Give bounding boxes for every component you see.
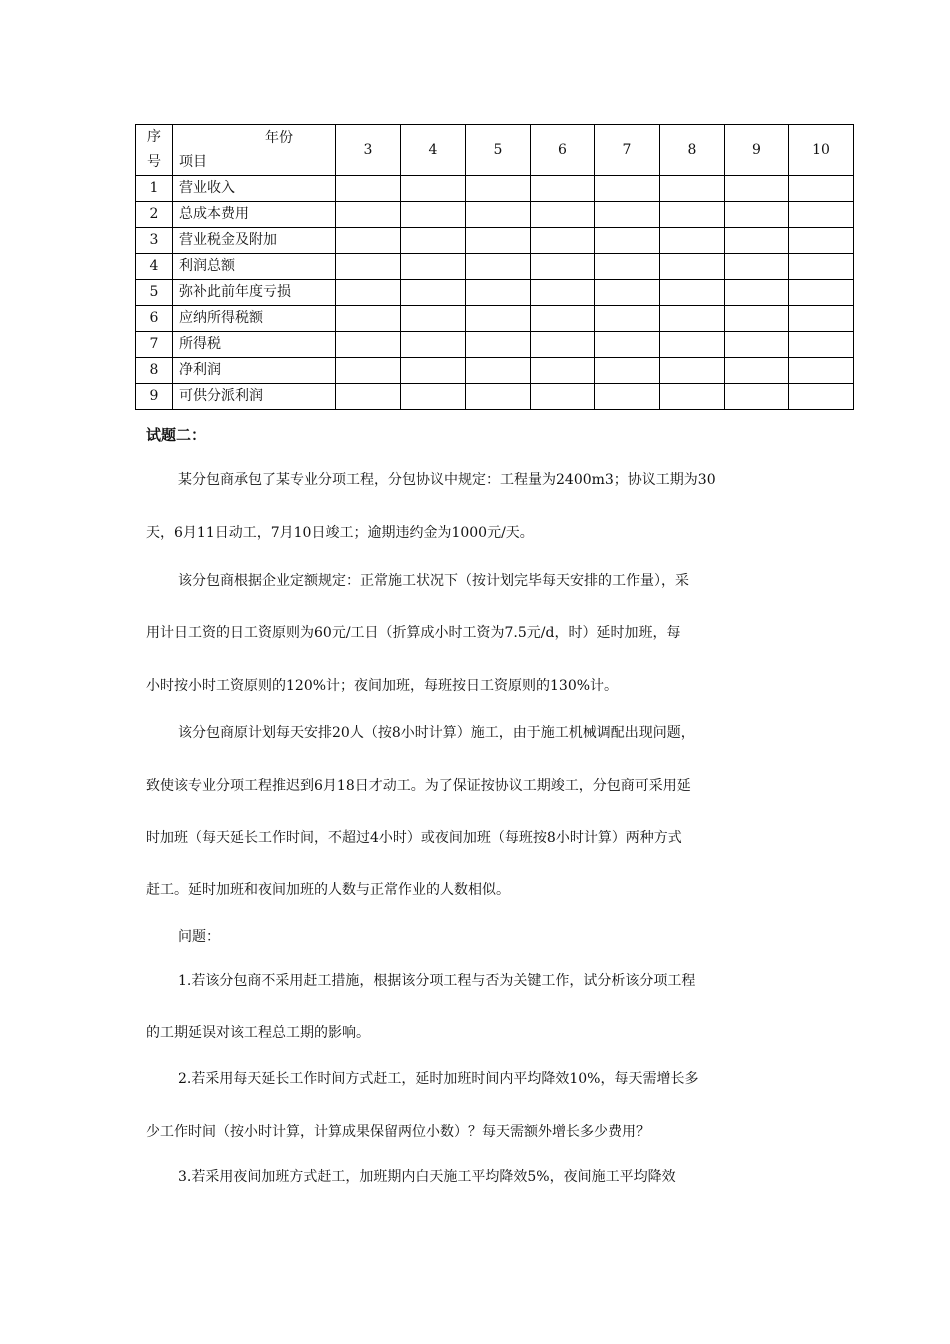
question-line: 2.若采用每天延长工作时间方式赶工，延时加班时间内平均降效10%，每天需增长多 xyxy=(178,1071,699,1087)
empty-cell xyxy=(789,358,854,384)
table-row xyxy=(136,176,854,202)
empty-cell xyxy=(595,202,660,228)
paragraph-line: 该分包商原计划每天安排20人（按8小时计算）施工，由于施工机械调配出现问题， xyxy=(178,725,695,741)
empty-cell xyxy=(466,332,531,358)
header-year: 7 xyxy=(595,125,660,176)
empty-cell xyxy=(531,384,595,410)
row-item: 利润总额 xyxy=(173,254,336,280)
empty-cell xyxy=(336,202,401,228)
header-item-label: 项目 xyxy=(179,154,207,170)
paragraph-line: 时加班（每天延长工作时间，不超过4小时）或夜间加班（每班按8小时计算）两种方式 xyxy=(146,830,682,846)
empty-cell xyxy=(595,384,660,410)
empty-cell xyxy=(725,306,789,332)
empty-cell xyxy=(725,228,789,254)
empty-cell xyxy=(336,306,401,332)
table-row xyxy=(136,332,854,358)
empty-cell xyxy=(531,306,595,332)
header-year: 6 xyxy=(531,125,595,176)
empty-cell xyxy=(660,280,725,306)
empty-cell xyxy=(466,176,531,202)
empty-cell xyxy=(660,358,725,384)
row-item: 可供分派利润 xyxy=(173,384,336,410)
empty-cell xyxy=(789,332,854,358)
empty-cell xyxy=(789,254,854,280)
row-number: 9 xyxy=(136,384,173,410)
empty-cell xyxy=(531,280,595,306)
question-line: 的工期延误对该工程总工期的影响。 xyxy=(146,1025,370,1041)
row-number: 6 xyxy=(136,306,173,332)
row-item: 弥补此前年度亏损 xyxy=(173,280,336,306)
row-item: 总成本费用 xyxy=(173,202,336,228)
paragraph-line: 用计日工资的日工资原则为60元/工日（折算成小时工资为7.5元/d，时）延时加班，每 xyxy=(146,625,681,641)
header-year: 3 xyxy=(336,125,401,176)
row-number: 5 xyxy=(136,280,173,306)
empty-cell xyxy=(660,202,725,228)
empty-cell xyxy=(595,358,660,384)
empty-cell xyxy=(466,202,531,228)
empty-cell xyxy=(401,202,466,228)
empty-cell xyxy=(595,280,660,306)
empty-cell xyxy=(466,228,531,254)
empty-cell xyxy=(336,280,401,306)
table-row xyxy=(136,358,854,384)
paragraph-line: 天，6月11日动工，7月10日竣工；逾期违约金为1000元/天。 xyxy=(146,525,534,541)
empty-cell xyxy=(595,332,660,358)
header-diagonal-cell xyxy=(173,125,336,176)
row-number: 2 xyxy=(136,202,173,228)
empty-cell xyxy=(725,280,789,306)
empty-cell xyxy=(660,228,725,254)
empty-cell xyxy=(725,384,789,410)
empty-cell xyxy=(789,202,854,228)
header-year: 8 xyxy=(660,125,725,176)
empty-cell xyxy=(401,254,466,280)
empty-cell xyxy=(595,254,660,280)
financial-table xyxy=(135,124,854,410)
section-heading: 试题二： xyxy=(146,426,207,444)
empty-cell xyxy=(336,228,401,254)
empty-cell xyxy=(660,254,725,280)
header-seq xyxy=(136,125,173,176)
question-line: 1.若该分包商不采用赶工措施，根据该分项工程与否为关键工作，试分析该分项工程 xyxy=(178,973,696,989)
empty-cell xyxy=(725,176,789,202)
row-item: 所得税 xyxy=(173,332,336,358)
row-number: 4 xyxy=(136,254,173,280)
empty-cell xyxy=(401,384,466,410)
empty-cell xyxy=(660,176,725,202)
paragraph-line: 赶工。延时加班和夜间加班的人数与正常作业的人数相似。 xyxy=(146,882,510,898)
table-row xyxy=(136,280,854,306)
paragraph-line: 致使该专业分项工程推迟到6月18日才动工。为了保证按协议工期竣工，分包商可采用延 xyxy=(146,778,691,794)
question-line: 少工作时间（按小时计算，计算成果保留两位小数）？每天需额外增长多少费用？ xyxy=(146,1124,650,1140)
empty-cell xyxy=(725,332,789,358)
empty-cell xyxy=(466,358,531,384)
table-row xyxy=(136,306,854,332)
empty-cell xyxy=(336,384,401,410)
question-line: 3.若采用夜间加班方式赶工，加班期内白天施工平均降效5%，夜间施工平均降效 xyxy=(178,1169,676,1185)
empty-cell xyxy=(466,254,531,280)
empty-cell xyxy=(401,176,466,202)
paragraph-line: 某分包商承包了某专业分项工程，分包协议中规定：工程量为2400m3；协议工期为30 xyxy=(178,472,716,488)
table-row xyxy=(136,202,854,228)
row-number: 8 xyxy=(136,358,173,384)
empty-cell xyxy=(401,306,466,332)
empty-cell xyxy=(531,202,595,228)
table-header-row xyxy=(136,125,854,176)
empty-cell xyxy=(336,254,401,280)
empty-cell xyxy=(401,332,466,358)
empty-cell xyxy=(466,280,531,306)
empty-cell xyxy=(789,228,854,254)
empty-cell xyxy=(789,384,854,410)
empty-cell xyxy=(725,202,789,228)
empty-cell xyxy=(466,384,531,410)
empty-cell xyxy=(789,176,854,202)
empty-cell xyxy=(660,384,725,410)
row-item: 应纳所得税额 xyxy=(173,306,336,332)
empty-cell xyxy=(531,228,595,254)
empty-cell xyxy=(660,306,725,332)
header-seq-text: 序号 xyxy=(147,129,161,170)
empty-cell xyxy=(401,358,466,384)
header-year: 10 xyxy=(789,125,854,176)
empty-cell xyxy=(401,228,466,254)
empty-cell xyxy=(531,176,595,202)
table-row xyxy=(136,254,854,280)
empty-cell xyxy=(789,306,854,332)
empty-cell xyxy=(660,332,725,358)
header-year: 5 xyxy=(466,125,531,176)
empty-cell xyxy=(595,176,660,202)
empty-cell xyxy=(725,358,789,384)
header-year: 9 xyxy=(725,125,789,176)
empty-cell xyxy=(401,280,466,306)
empty-cell xyxy=(595,228,660,254)
empty-cell xyxy=(531,254,595,280)
row-item: 营业税金及附加 xyxy=(173,228,336,254)
row-number: 3 xyxy=(136,228,173,254)
empty-cell xyxy=(531,332,595,358)
question-label: 问题： xyxy=(178,929,220,945)
table-row xyxy=(136,384,854,410)
empty-cell xyxy=(336,332,401,358)
empty-cell xyxy=(336,176,401,202)
paragraph-line: 该分包商根据企业定额规定：正常施工状况下（按计划完毕每天安排的工作量），采 xyxy=(178,573,689,589)
empty-cell xyxy=(336,358,401,384)
empty-cell xyxy=(789,280,854,306)
row-number: 1 xyxy=(136,176,173,202)
row-item: 净利润 xyxy=(173,358,336,384)
empty-cell xyxy=(466,306,531,332)
paragraph-line: 小时按小时工资原则的120%计；夜间加班，每班按日工资原则的130%计。 xyxy=(146,678,619,694)
table-row xyxy=(136,228,854,254)
row-item: 营业收入 xyxy=(173,176,336,202)
empty-cell xyxy=(595,306,660,332)
row-number: 7 xyxy=(136,332,173,358)
empty-cell xyxy=(725,254,789,280)
empty-cell xyxy=(531,358,595,384)
header-year: 4 xyxy=(401,125,466,176)
header-year-label: 年份 xyxy=(265,130,293,146)
